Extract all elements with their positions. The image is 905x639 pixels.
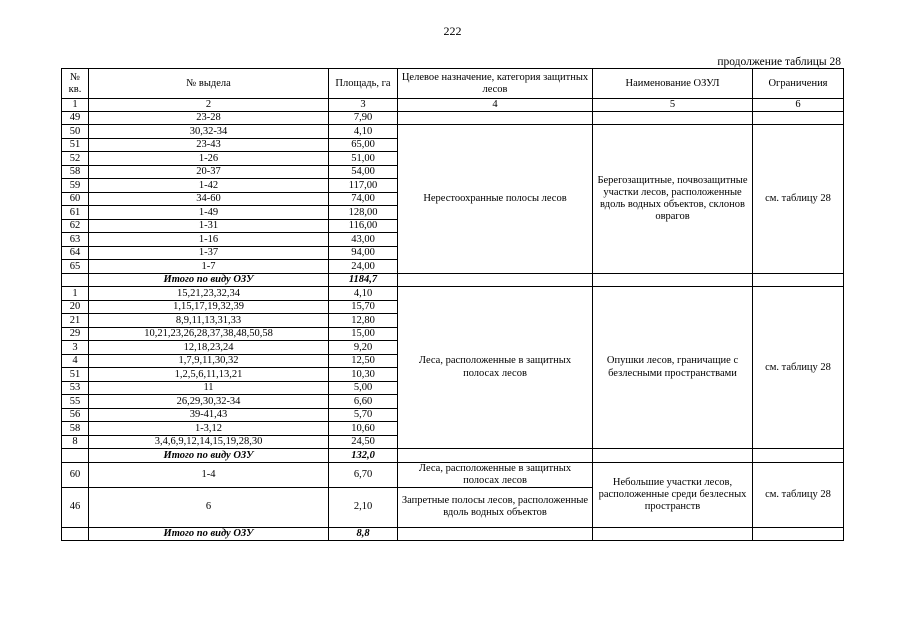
- table-row: [62, 111, 844, 125]
- quarter-cell: 64: [62, 246, 89, 260]
- vydel-cell: 10,21,23,26,28,37,38,48,50,58: [89, 327, 329, 341]
- vydel-cell: 23-43: [89, 138, 329, 152]
- area-cell: 24,00: [329, 260, 398, 274]
- quarter-cell: 50: [62, 125, 89, 139]
- area-cell: 74,00: [329, 192, 398, 206]
- quarter-cell: 3: [62, 341, 89, 355]
- column-number: 3: [329, 99, 398, 112]
- area-cell: 94,00: [329, 246, 398, 260]
- vydel-cell: 30,32-34: [89, 125, 329, 139]
- area-cell: 2,10: [329, 487, 398, 527]
- area-cell: 24,50: [329, 435, 398, 449]
- purpose-cell: Запретные полосы лесов, расположенные вдоль водных объектов: [398, 487, 593, 527]
- quarter-cell: 62: [62, 219, 89, 233]
- header-vydel-number: № выдела: [89, 69, 329, 99]
- vydel-cell: 26,29,30,32-34: [89, 395, 329, 409]
- purpose-cell: Леса, расположенные в защитных полосах лесов: [398, 462, 593, 487]
- quarter-cell: 60: [62, 192, 89, 206]
- vydel-cell: 39-41,43: [89, 408, 329, 422]
- vydel-cell: 1-4: [89, 462, 329, 487]
- vydel-cell: 1-3,12: [89, 422, 329, 436]
- quarter-cell: 59: [62, 179, 89, 193]
- quarter-cell: 58: [62, 165, 89, 179]
- quarter-cell: 46: [62, 487, 89, 527]
- vydel-cell: 1-42: [89, 179, 329, 193]
- quarter-cell: 60: [62, 462, 89, 487]
- vydel-cell: 1-49: [89, 206, 329, 220]
- table-row: [62, 287, 844, 301]
- ozul-cell: Берегозащитные, почвозащитные участки лесов, расположенные вдоль водных объектов, склонов оврагов: [593, 125, 753, 274]
- area-cell: 12,50: [329, 354, 398, 368]
- purpose-cell: Леса, расположенные в защитных полосах лесов: [398, 287, 593, 449]
- table-row: [62, 462, 844, 487]
- vydel-cell: 1-7: [89, 260, 329, 274]
- column-number: 4: [398, 99, 593, 112]
- restriction-cell: см. таблицу 28: [753, 125, 844, 274]
- table-header-row: [62, 69, 844, 99]
- area-cell: 10,30: [329, 368, 398, 382]
- vydel-cell: 34-60: [89, 192, 329, 206]
- area-cell: 54,00: [329, 165, 398, 179]
- column-number-row: [62, 99, 844, 112]
- vydel-cell: 15,21,23,32,34: [89, 287, 329, 301]
- vydel-cell: 1-37: [89, 246, 329, 260]
- area-cell: 43,00: [329, 233, 398, 247]
- vydel-cell: 1,7,9,11,30,32: [89, 354, 329, 368]
- vydel-cell: 8,9,11,13,31,33: [89, 314, 329, 328]
- total-row: [62, 527, 844, 541]
- vydel-cell: 1-16: [89, 233, 329, 247]
- vydel-cell: 1-31: [89, 219, 329, 233]
- area-cell: 15,70: [329, 300, 398, 314]
- area-cell: 6,70: [329, 462, 398, 487]
- quarter-cell: 65: [62, 260, 89, 274]
- area-cell: 6,60: [329, 395, 398, 409]
- quarter-cell: 8: [62, 435, 89, 449]
- total-label: Итого по виду ОЗУ: [89, 449, 329, 463]
- quarter-cell: 51: [62, 138, 89, 152]
- table-row: [62, 125, 844, 139]
- area-cell: 5,00: [329, 381, 398, 395]
- header-ozul-name: Наименование ОЗУЛ: [593, 69, 753, 99]
- quarter-cell: 61: [62, 206, 89, 220]
- total-value: 1184,7: [329, 273, 398, 287]
- header-purpose: Целевое назначение, категория защитных лесов: [398, 69, 593, 99]
- quarter-cell: 55: [62, 395, 89, 409]
- quarter-cell: 29: [62, 327, 89, 341]
- vydel-cell: 1,2,5,6,11,13,21: [89, 368, 329, 382]
- quarter-cell: 52: [62, 152, 89, 166]
- quarter-cell: 21: [62, 314, 89, 328]
- quarter-cell: 53: [62, 381, 89, 395]
- area-cell: 65,00: [329, 138, 398, 152]
- ozul-cell: Опушки лесов, граничащие с безлесными пространствами: [593, 287, 753, 449]
- header-area: Площадь, га: [329, 69, 398, 99]
- column-number: 2: [89, 99, 329, 112]
- area-cell: 116,00: [329, 219, 398, 233]
- quarter-cell: 49: [62, 111, 89, 125]
- total-label: Итого по виду ОЗУ: [89, 273, 329, 287]
- column-number: 1: [62, 99, 89, 112]
- area-cell: 51,00: [329, 152, 398, 166]
- vydel-cell: 6: [89, 487, 329, 527]
- vydel-cell: 11: [89, 381, 329, 395]
- area-cell: 15,00: [329, 327, 398, 341]
- area-cell: 4,10: [329, 125, 398, 139]
- area-cell: 128,00: [329, 206, 398, 220]
- quarter-cell: 58: [62, 422, 89, 436]
- quarter-cell: 1: [62, 287, 89, 301]
- area-cell: 117,00: [329, 179, 398, 193]
- restriction-cell: см. таблицу 28: [753, 287, 844, 449]
- quarter-cell: 51: [62, 368, 89, 382]
- vydel-cell: 12,18,23,24: [89, 341, 329, 355]
- ozul-table: [61, 68, 844, 541]
- header-quarter-number: № кв.: [62, 69, 89, 99]
- vydel-cell: 1-26: [89, 152, 329, 166]
- page-number: 222: [443, 24, 462, 38]
- vydel-cell: 20-37: [89, 165, 329, 179]
- quarter-cell: 56: [62, 408, 89, 422]
- area-cell: 12,80: [329, 314, 398, 328]
- table-continuation-caption: продолжение таблицы 28: [717, 56, 841, 68]
- quarter-cell: 63: [62, 233, 89, 247]
- total-row: [62, 273, 844, 287]
- vydel-cell: 3,4,6,9,12,14,15,19,28,30: [89, 435, 329, 449]
- quarter-cell: 4: [62, 354, 89, 368]
- total-label: Итого по виду ОЗУ: [89, 527, 329, 541]
- area-cell: 5,70: [329, 408, 398, 422]
- total-row: [62, 449, 844, 463]
- quarter-cell: 20: [62, 300, 89, 314]
- header-restrictions: Ограничения: [753, 69, 844, 99]
- total-value: 132,0: [329, 449, 398, 463]
- total-value: 8,8: [329, 527, 398, 541]
- area-cell: 10,60: [329, 422, 398, 436]
- vydel-cell: 23-28: [89, 111, 329, 125]
- purpose-cell: Нерестоохранные полосы лесов: [398, 125, 593, 274]
- column-number: 6: [753, 99, 844, 112]
- area-cell: 4,10: [329, 287, 398, 301]
- restriction-cell: см. таблицу 28: [753, 462, 844, 527]
- area-cell: 9,20: [329, 341, 398, 355]
- column-number: 5: [593, 99, 753, 112]
- ozul-cell: Небольшие участки лесов, расположенные среди безлесных пространств: [593, 462, 753, 527]
- area-cell: 7,90: [329, 111, 398, 125]
- vydel-cell: 1,15,17,19,32,39: [89, 300, 329, 314]
